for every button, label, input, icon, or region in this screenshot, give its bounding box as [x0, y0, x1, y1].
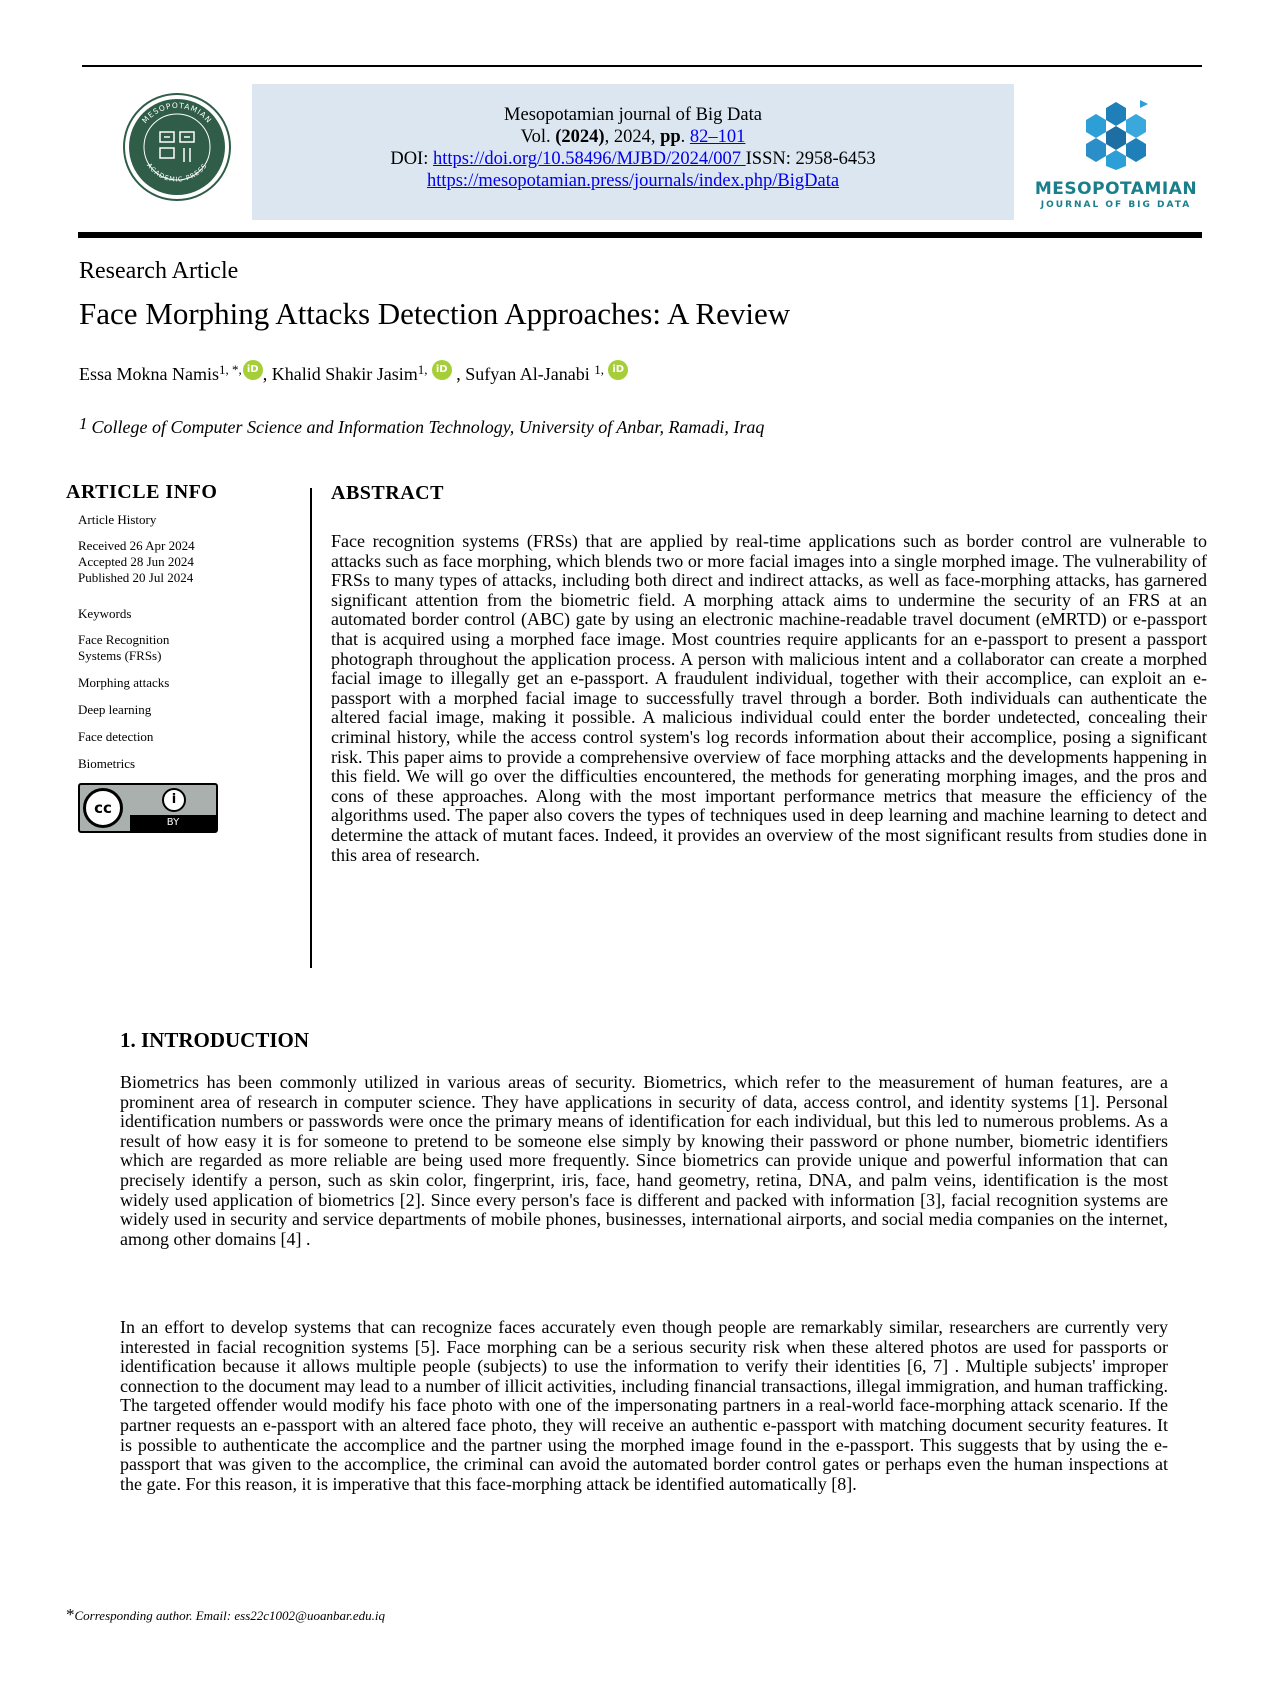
- header-divider: [78, 232, 1202, 238]
- keyword-item: Face detection: [78, 729, 154, 744]
- article-type: Research Article: [79, 258, 239, 284]
- volume-line: Vol. (2024), 2024, pp. 82–101: [520, 127, 746, 147]
- affiliation: $^1$ College of Computer Science and Information Technology, University of Anbar, Ramadi, Iraq: [79, 414, 765, 437]
- published-date: Published 20 Jul 2024: [78, 570, 194, 585]
- brand-subtitle: JOURNAL OF BIG DATA: [1040, 200, 1192, 210]
- journal-name: Mesopotamian journal of Big Data: [504, 105, 762, 125]
- keywords-label: Keywords: [78, 606, 132, 621]
- seal-text-bottom: ACADEMIC PRESS: [145, 161, 209, 184]
- accepted-date: Accepted 28 Jun 2024: [78, 554, 194, 569]
- article-info-heading: ARTICLE INFO: [66, 481, 218, 503]
- introduction-paragraph: In an effort to develop systems that can recognize faces accurately even though people are remarkably similar, researchers are currently very interested in facial recognition systems [5]. Face morphing can be a serious security risk when these altered photos are used for passports or identification because it allows multiple people (subjects) to use the information to verify their identities [6, 7] . Multiple subjects' improper connection to the document may lead to a number of illicit activities, including financial transactions, illegal immigration, and human trafficking. The targeted offender would modify his face photo with one of the impersonating partners in a real-world face-morphing attack scenario. If the partner requests an e-passport with an altered face photo, they will receive an authentic e-passport with matching document security features. It is possible to authenticate the accomplice and the partner using the morphed image found in the e-passport. This suggests that by using the e-passport that was given to the accomplice, the criminal can avoid the automated border control gates or perhaps even the human inspections at the gate. For this reason, it is imperative that this face-morphing attack be identified automatically [8].: [120, 1317, 1168, 1494]
- abstract-heading: ABSTRACT: [331, 482, 444, 504]
- top-rule: [82, 65, 1202, 67]
- journal-citation-box: [252, 84, 1014, 220]
- corresponding-author-footnote: *Corresponding author. Email: ess22c1002@uoanbar.edu.iq: [66, 1605, 385, 1624]
- journal-brand-logo: [1030, 96, 1202, 212]
- column-divider: [310, 488, 312, 968]
- author-list: Essa Mokna Namis$^{1, *,}$ iD , Khalid Shakir Jasim$^{1,}$ iD , Sufyan Al-Janabi $^{1,}$ iD: [79, 360, 628, 385]
- received-date: Received 26 Apr 2024: [78, 538, 195, 553]
- author-name: Essa Mokna Namis: [79, 364, 219, 384]
- attribution-person-icon: i: [162, 788, 186, 812]
- pages-link[interactable]: 82–101: [689, 127, 746, 147]
- author-name: , Sufyan Al-Janabi: [451, 364, 595, 384]
- seal-text-top: MESOPOTAMIAN: [140, 100, 214, 126]
- article-history: [78, 538, 306, 586]
- hexagon-globe-icon: [1078, 96, 1154, 172]
- article-title: Face Morphing Attacks Detection Approaches: A Review: [79, 296, 791, 331]
- orcid-icon[interactable]: iD: [243, 360, 263, 380]
- journal-link[interactable]: https://mesopotamian.press/journals/index.php/BigData: [426, 171, 840, 191]
- creative-commons-icon: cc: [83, 788, 123, 828]
- doi-line: DOI: https://doi.org/10.58496/MJBD/2024/007 ISSN: 2958-6453: [390, 149, 876, 169]
- brand-name: MESOPOTAMIAN: [1034, 179, 1198, 199]
- orcid-icon[interactable]: iD: [432, 360, 452, 380]
- introduction-paragraph: Biometrics has been commonly utilized in various areas of security. Biometrics, which refer to the measurement of human features, are a prominent area of research in computer science. They have applications in security of data, access control, and identity systems [1]. Personal identification numbers or passwords were once the primary means of identification for each individual, but this led to numerous problems. As a result of how easy it is for someone to pretend to be someone else simply by knowing their password or phone number, biometric identifiers which are regarded as more reliable are being used more frequently. Since biometrics can provide unique and powerful information that can precisely identify a person, such as skin color, fingerprint, iris, face, hand geometry, retina, DNA, and palm veins, identification is the most widely used application of biometrics [2]. Since every person's face is different and packed with information [3], facial recognition systems are widely used in security and service departments of mobile phones, businesses, international airports, and social media companies on the internet, among other domains [4] .: [120, 1072, 1168, 1249]
- academic-press-seal-logo: [122, 92, 232, 202]
- history-label: Article History: [78, 512, 157, 527]
- journal-header: [82, 78, 1202, 220]
- orcid-icon[interactable]: iD: [608, 360, 628, 380]
- keyword-item: Morphing attacks: [78, 675, 170, 690]
- doi-link[interactable]: https://doi.org/10.58496/MJBD/2024/007: [432, 149, 746, 169]
- abstract-text: Face recognition systems (FRSs) that are applied by real-time applications such as border control are vulnerable to attacks such as face morphing, which blends two or more facial images into a single morphed image. The vulnerability of FRSs to many types of attacks, including both direct and indirect attacks, as well as face-morphing attacks, has garnered significant attention from the biometric field. A morphing attack aims to undermine the security of an FRS at an automated border control (ABC) gate by using an electronic machine-readable travel document (eMRTD) or e-passport that is acquired using a morphed face image. Most countries require applicants for an e-passport to present a passport photograph throughout the application process. A person with malicious intent and a collaborator can create a morphed facial image to illegally get an e-passport. A fraudulent individual, together with their accomplice, can exploit an e-passport with a morphed facial image to successfully travel through a border. Both individuals can authenticate the altered facial image, making it possible. A malicious individual could enter the border undetected, concealing their criminal history, while the access control system's log records information about their accomplice, posing a significant risk. This paper aims to provide a comprehensive overview of face morphing attacks and the developments happening in this field. We will go over the difficulties encountered, the methods for generating morphing images, and the pros and cons of these approaches. Along with the most important performance metrics that measure the efficiency of the algorithms used. The paper also covers the types of techniques used in deep learning and machine learning to detect and determine the attack of mutant faces. Indeed, it provides an overview of the most significant results from studies done in this area of research.: [331, 531, 1207, 865]
- keyword-item: Deep learning: [78, 702, 152, 717]
- cc-by-license-badge[interactable]: [78, 783, 218, 833]
- keyword-item: Biometrics: [78, 756, 136, 771]
- license-by-label: BY: [130, 815, 216, 831]
- article-info: [66, 481, 306, 833]
- author-name: , Khalid Shakir Jasim: [262, 364, 418, 384]
- introduction-heading: 1. INTRODUCTION: [120, 1028, 310, 1052]
- keyword-item: Face Recognition Systems (FRSs): [78, 632, 170, 663]
